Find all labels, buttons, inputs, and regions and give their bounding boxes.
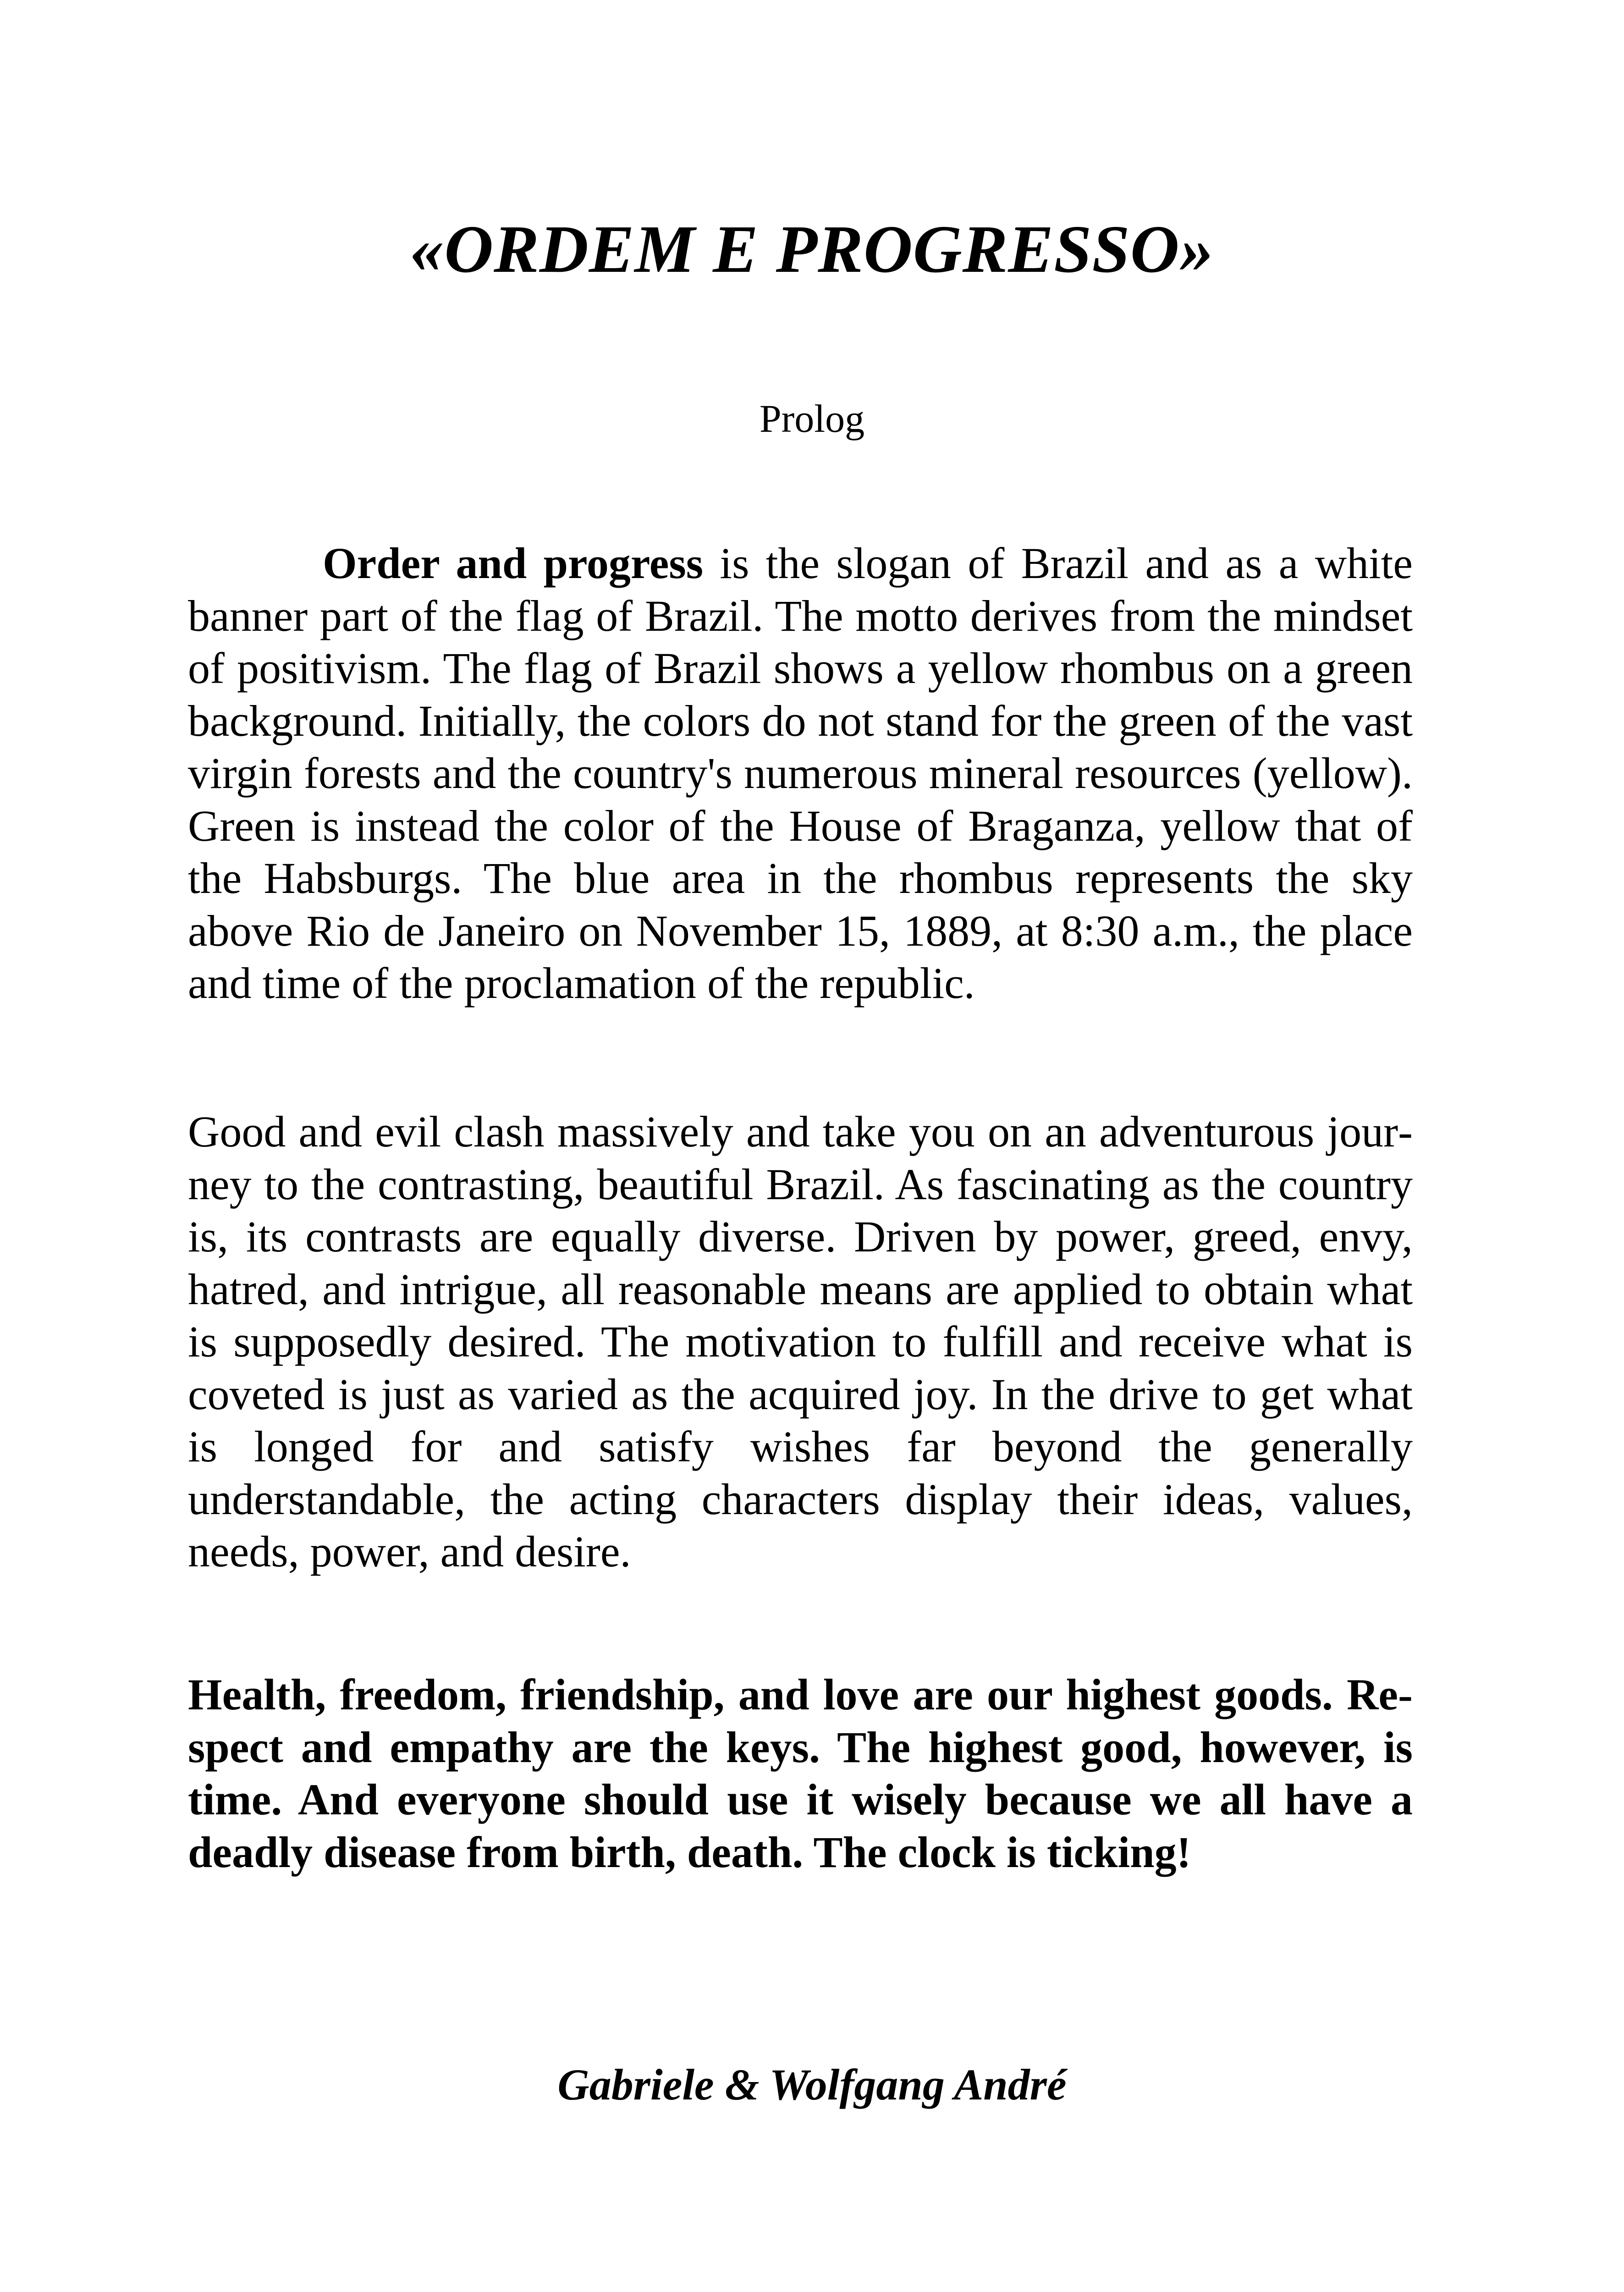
paragraph-intro-text: is the slogan of Brazil and as a white banner part of the flag of Brazil. The motto derives from the mindset of positivism. The flag of Brazil shows a yellow rhombus on a green background. Initially, the colors do not stand for the green of the vast virgin forests and the country's numerous mineral resources (yellow). Green is instead the color of the House of Braganza, yellow that of the Habsburgs. The blue area in the rhombus represents the sky above Rio de Janeiro on November 15, 1889, at 8:30 a.m., the place and time of the proclamation of the republic.: [188, 539, 1413, 1008]
paragraph-intro-lead: Order and progress: [323, 539, 704, 588]
author-signature: Gabriele & Wolfgang André: [557, 2060, 1067, 2109]
paragraph-story: Good and evil clash massively and take you on an adventurous journey to the contrasting, beautiful Brazil. As fascinating as the country is, its contrasts are equally diverse. Driven by power, greed, envy, hatred, and intrigue, all reasonable means are applied to obtain what is supposedly desired. The motivation to fulfill and receive what is coveted is just as varied as the acquired joy. In the drive to get what is longed for and satisfy wishes far beyond the generally understandable, the acting characters display their ideas, values, needs, power, and desire.: [188, 1107, 1413, 1576]
page-subtitle: Prolog: [759, 397, 865, 441]
page-title: «ORDEM E PROGRESSO»: [410, 212, 1214, 287]
paragraph-motto: Health, freedom, friendship, and love are our highest goods. Respect and empathy are the keys. The highest good, however, is time. And everyone should use it wisely because we all have a deadly disease from birth, death. The clock is ticking!: [188, 1670, 1413, 1877]
paragraph-intro: [188, 537, 1413, 1010]
